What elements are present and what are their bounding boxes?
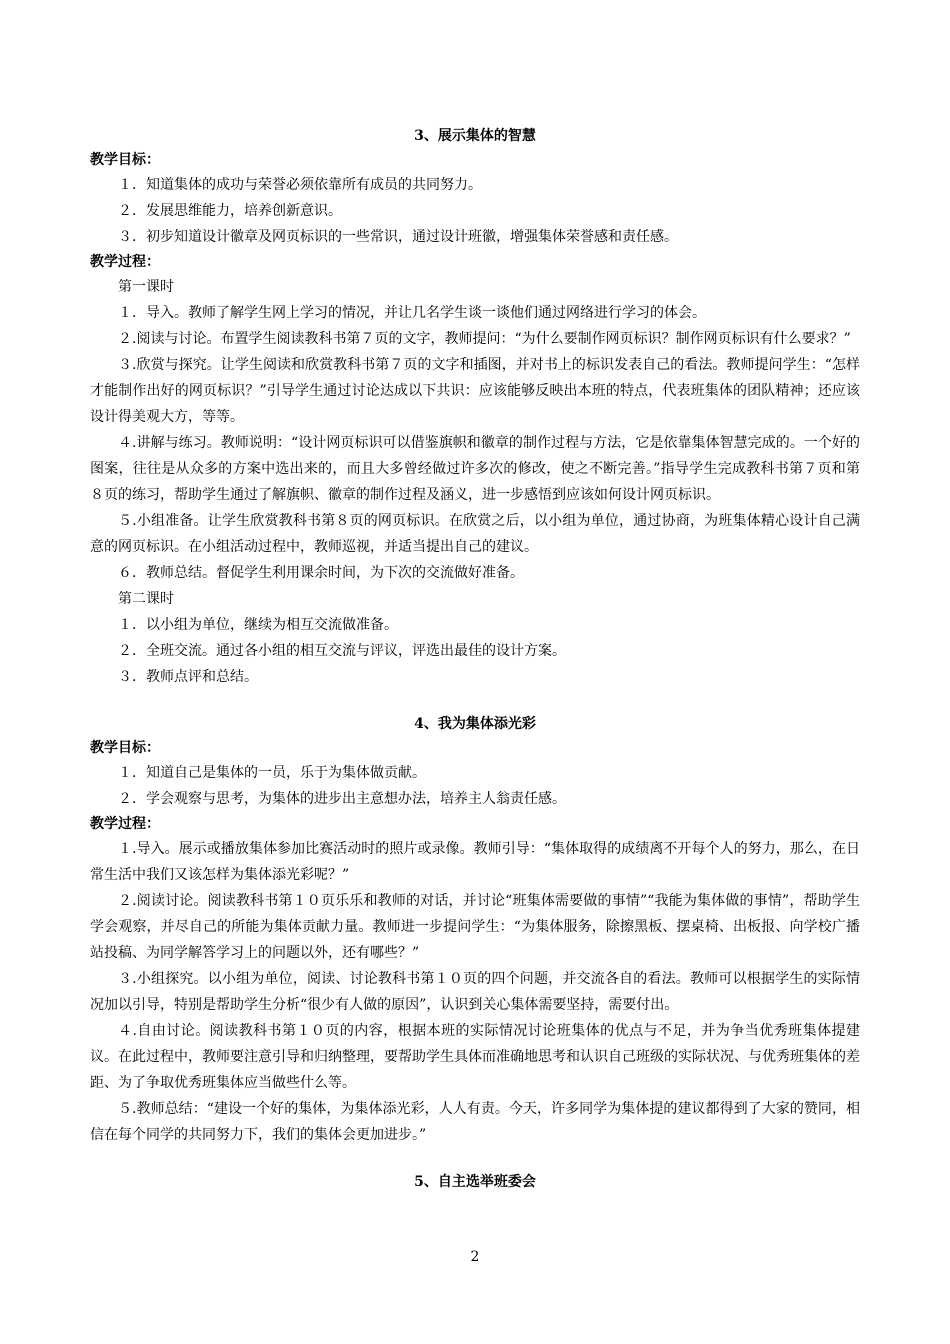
process-step: ４.讲解与练习。教师说明：“设计网页标识可以借鉴旗帜和徽章的制作过程与方法，它是依靠集体智慧完成的。一个好的图案，往往是从众多的方案中选出来的，而且大多曾经做过许多次的修改，使之不断完善。”指导学生完成教科书第７页和第８页的练习，帮助学生通过了解旗帜、徽章的制作过程及涵义，进一步感悟到应该如何设计网页标识。 xyxy=(90,435,860,503)
process-step: ３．教师点评和总结。 xyxy=(118,669,258,685)
process-step: ３.欣赏与探究。让学生阅读和欣赏教科书第７页的文字和插图，并对书上的标识发表自己的看法。教师提问学生：“怎样才能制作出好的网页标识？”引导学生通过讨论达成以下共识：应该能够反映出本班的特点，代表班集体的团队精神；还应该设计得美观大方，等等。 xyxy=(90,357,860,425)
process-heading: 教学过程： xyxy=(90,816,160,832)
process-step: ２．全班交流。通过各小组的相互交流与评议，评选出最佳的设计方案。 xyxy=(118,643,566,659)
lesson-label: 第一课时 xyxy=(118,279,174,295)
lesson-label: 第二课时 xyxy=(118,591,174,607)
goal-item: ２．发展思维能力，培养创新意识。 xyxy=(118,203,342,219)
process-heading: 教学过程： xyxy=(90,254,160,270)
process-step: ２.阅读与讨论。布置学生阅读教科书第７页的文字，教师提问：“为什么要制作网页标识？制作网页标识有什么要求？” xyxy=(118,331,851,347)
process-step: １.导入。展示或播放集体参加比赛活动时的照片或录像。教师引导：“集体取得的成绩离不开每个人的努力，那么，在日常生活中我们又该怎样为集体添光彩呢？” xyxy=(90,841,860,883)
section-spacer xyxy=(90,690,860,712)
goal-item: ２．学会观察与思考，为集体的进步出主意想办法，培养主人翁责任感。 xyxy=(118,791,566,807)
process-step: ５.小组准备。让学生欣赏教科书第８页的网页标识。在欣赏之后，以小组为单位，通过协商，为班集体精心设计自己满意的网页标识。在小组活动过程中，教师巡视，并适当提出自己的建议。 xyxy=(90,513,860,555)
goal-item: １．知道集体的成功与荣誉必须依靠所有成员的共同努力。 xyxy=(118,177,482,193)
goals-heading: 教学目标： xyxy=(90,152,160,168)
section-title: 3、展示集体的智慧 xyxy=(414,128,536,144)
process-step: １．导入。教师了解学生网上学习的情况，并让几名学生谈一谈他们通过网络进行学习的体会。 xyxy=(118,305,706,321)
goal-item: ３．初步知道设计徽章及网页标识的一些常识，通过设计班徽，增强集体荣誉感和责任感。 xyxy=(118,229,678,245)
goals-heading: 教学目标： xyxy=(90,740,160,756)
section-title: 4、我为集体添光彩 xyxy=(414,716,536,732)
section-title: 5、自主选举班委会 xyxy=(414,1174,536,1190)
process-step: ２.阅读讨论。阅读教科书第１０页乐乐和教师的对话，并讨论“班集体需要做的事情”“我能为集体做的事情”，帮助学生学会观察，并尽自己的所能为集体贡献力量。教师进一步提问学生：“为集体服务，除擦黑板、摆桌椅、出板报、向学校广播站投稿、为同学解答学习上的问题以外，还有哪些？” xyxy=(90,893,860,961)
process-step: １．以小组为单位，继续为相互交流做准备。 xyxy=(118,617,398,633)
process-step: ５.教师总结：“建设一个好的集体，为集体添光彩，人人有责。今天，许多同学为集体提的建议都得到了大家的赞同，相信在每个同学的共同努力下，我们的集体会更加进步。” xyxy=(90,1101,860,1143)
goal-item: １．知道自己是集体的一员，乐于为集体做贡献。 xyxy=(118,765,426,781)
process-step: ４.自由讨论。阅读教科书第１０页的内容，根据本班的实际情况讨论班集体的优点与不足，并为争当优秀班集体提建议。在此过程中，教师要注意引导和归纳整理，要帮助学生具体而准确地思考和认识自己班级的实际状况、与优秀班集体的差距、为了争取优秀班集体应当做些什么等。 xyxy=(90,1023,860,1091)
page-number: 2 xyxy=(470,1249,480,1265)
document-page xyxy=(90,124,860,1194)
process-step: ３.小组探究。以小组为单位，阅读、讨论教科书第１０页的四个问题，并交流各自的看法。教师可以根据学生的实际情况加以引导，特别是帮助学生分析“很少有人做的原因”，认识到关心集体需要坚持，需要付出。 xyxy=(90,971,860,1013)
process-step: ６．教师总结。督促学生利用课余时间，为下次的交流做好准备。 xyxy=(118,565,524,581)
section-spacer xyxy=(90,1148,860,1170)
